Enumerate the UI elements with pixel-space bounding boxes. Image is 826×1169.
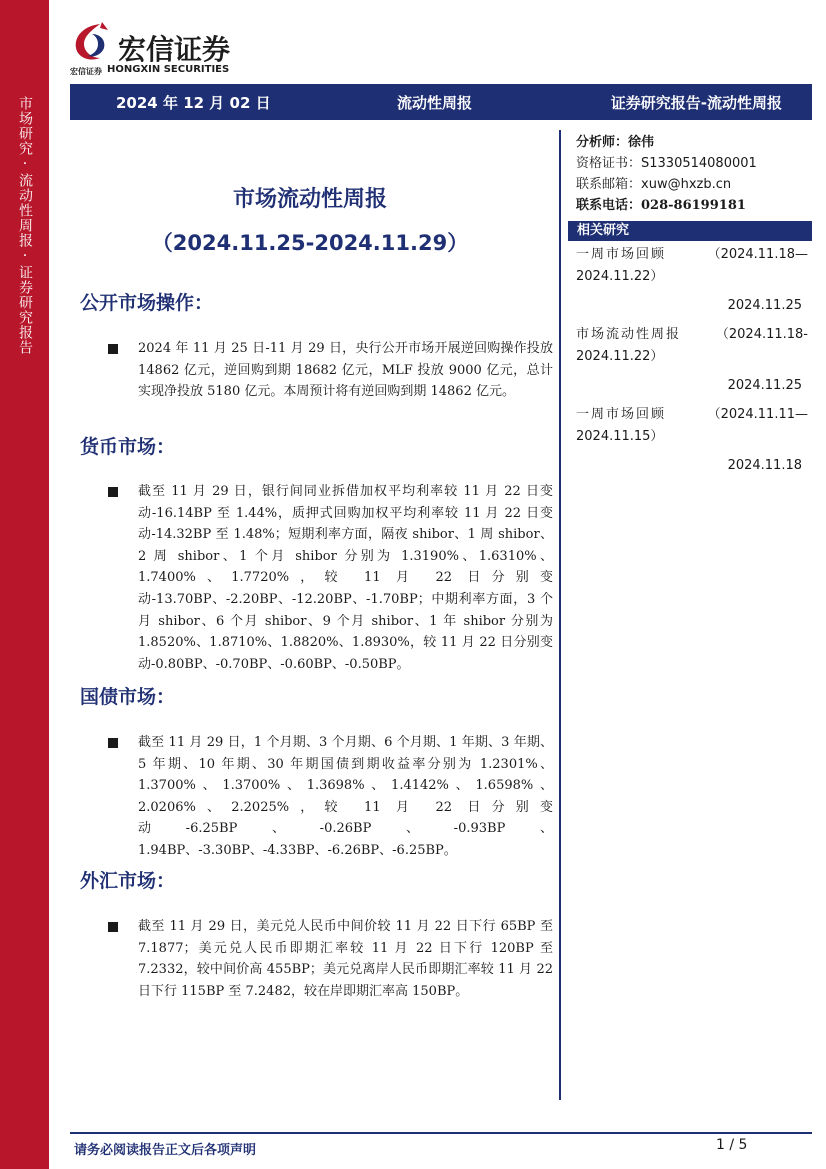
logo-name-cn: 宏信证券 — [118, 33, 231, 66]
analyst-cert: S1330514080001 — [641, 156, 757, 171]
section-heading-money-market: 货币市场： — [80, 436, 176, 458]
analyst-panel — [576, 132, 812, 216]
header-bar — [70, 84, 812, 120]
company-logo — [70, 20, 270, 76]
related-item[interactable]: 一周市场回顾 （2024.11.11— 2024.11.15） 2024.11.18 — [576, 407, 808, 473]
side-strip-text: 市场研究·流动性周报·证券研究报告 — [17, 96, 33, 355]
analyst-phone: 028-86199181 — [641, 198, 746, 213]
report-series: 证券研究报告-流动性周报 — [610, 94, 782, 112]
section-heading-open-market: 公开市场操作： — [80, 292, 214, 314]
column-divider — [559, 130, 561, 1100]
page-number: 1 / 5 — [716, 1137, 748, 1153]
report-title: 市场流动性周报 — [232, 186, 387, 212]
footer-disclaimer-notice[interactable]: 请务必阅读报告正文后各项声明 — [74, 1143, 257, 1158]
analyst-email-row: 联系邮箱：xuw@hxzb.cn — [576, 177, 732, 192]
analyst-cert-row: 资格证书：S1330514080001 — [576, 156, 757, 171]
report-date: 2024 年 12 月 02 日 — [116, 94, 271, 112]
related-research-heading: 相关研究 — [568, 221, 812, 241]
related-research-list — [576, 244, 808, 484]
bullet-icon — [108, 922, 118, 932]
footer-divider — [70, 1132, 812, 1134]
section-heading-fx-market: 外汇市场： — [80, 870, 176, 892]
logo-sub-en: HONGXIN SECURITIES — [107, 64, 230, 75]
report-period: （2024.11.25-2024.11.29） — [151, 231, 469, 255]
analyst-name-row: 分析师：徐伟 — [576, 135, 655, 150]
logo-sub-cn: 宏信证券 — [70, 67, 102, 76]
logo-mark-icon — [70, 20, 112, 64]
analyst-phone-row: 联系电话：028-86199181 — [576, 198, 746, 213]
bullet-icon — [108, 487, 118, 497]
analyst-name: 徐伟 — [628, 135, 655, 150]
analyst-email[interactable]: xuw@hxzb.cn — [641, 177, 732, 192]
report-category: 流动性周报 — [397, 94, 473, 112]
bullet-icon — [108, 738, 118, 748]
section-heading-bond-market: 国债市场： — [80, 686, 176, 708]
related-item[interactable]: 一周市场回顾 （2024.11.18— 2024.11.22） 2024.11.25 — [576, 247, 808, 313]
bullet-icon — [108, 344, 118, 354]
related-item[interactable]: 市场流动性周报 （2024.11.18- 2024.11.22） 2024.11.25 — [576, 327, 808, 393]
